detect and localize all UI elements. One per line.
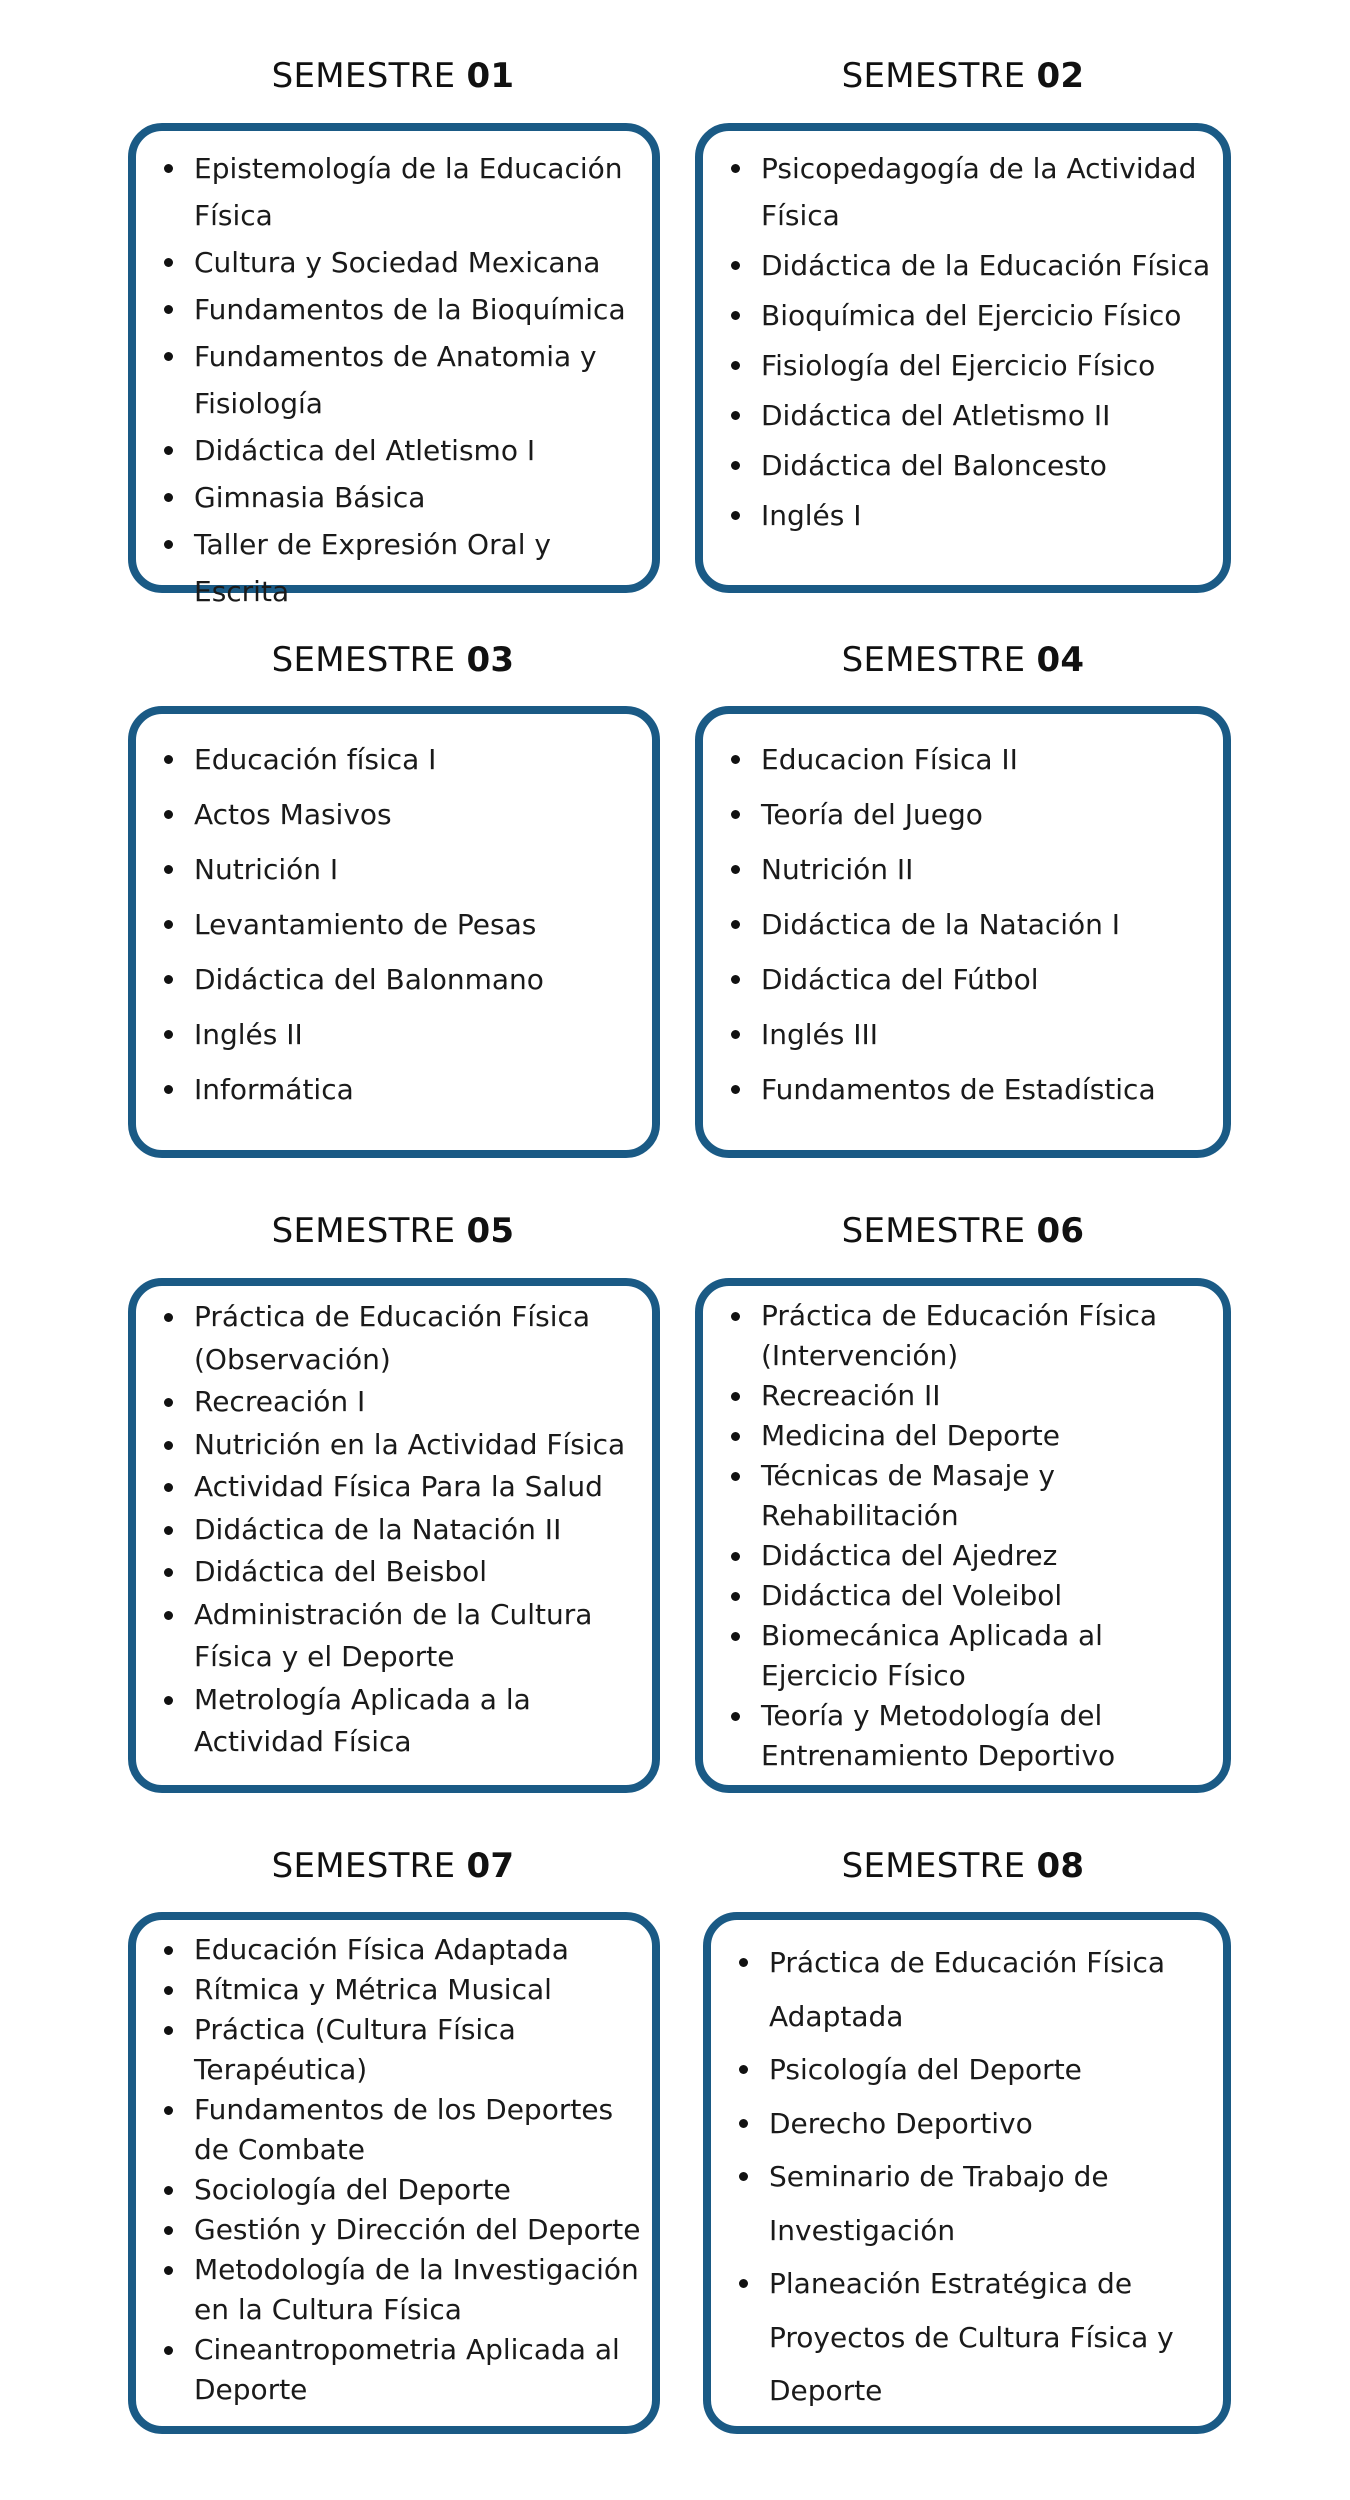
semester-label: SEMESTRE <box>271 56 456 96</box>
semester-06-title <box>698 1211 1228 1251</box>
course-item: Didáctica del Balonmano <box>194 952 652 1007</box>
course-item: Levantamiento de Pesas <box>194 897 652 952</box>
course-item: Recreación II <box>761 1376 1223 1416</box>
course-item: Medicina del Deporte <box>761 1416 1223 1456</box>
course-item: Didáctica del Atletismo I <box>194 427 652 474</box>
semester-02-title <box>698 56 1228 96</box>
course-item: Práctica de Educación Física Adaptada <box>769 1936 1223 2043</box>
semester-number: 04 <box>1036 640 1085 680</box>
course-item: Recreación I <box>194 1381 652 1424</box>
semester-number: 05 <box>466 1211 515 1251</box>
course-item: Psicología del Deporte <box>769 2043 1223 2097</box>
semester-number: 01 <box>466 56 515 96</box>
semester-label: SEMESTRE <box>841 1211 1026 1251</box>
semester-07-course-list <box>136 1920 652 2410</box>
course-item: Fisiología del Ejercicio Físico <box>761 342 1223 389</box>
course-item: Actos Masivos <box>194 787 652 842</box>
semester-07-box <box>128 1912 660 2434</box>
semester-06-course-list <box>703 1286 1223 1776</box>
semester-04-box <box>695 706 1231 1158</box>
course-item: Didáctica del Baloncesto <box>761 442 1223 489</box>
course-item: Fundamentos de Estadística <box>761 1062 1223 1117</box>
course-item: Planeación Estratégica de Proyectos de Cultura Física y Deporte <box>769 2257 1223 2418</box>
course-item: Didáctica de la Natación II <box>194 1509 652 1552</box>
semester-01-title <box>128 56 658 96</box>
course-item: Inglés III <box>761 1007 1223 1062</box>
course-item: Taller de Expresión Oral y Escrita <box>194 521 652 615</box>
semester-03-box <box>128 706 660 1158</box>
semester-label: SEMESTRE <box>271 1846 456 1886</box>
semester-number: 02 <box>1036 56 1085 96</box>
course-item: Educacion Física II <box>761 732 1223 787</box>
course-item: Rítmica y Métrica Musical <box>194 1970 652 2010</box>
course-item: Derecho Deportivo <box>769 2097 1223 2151</box>
semester-label: SEMESTRE <box>271 1211 456 1251</box>
semester-05-course-list <box>136 1286 652 1764</box>
course-item: Didáctica del Beisbol <box>194 1551 652 1594</box>
course-item: Bioquímica del Ejercicio Físico <box>761 292 1223 339</box>
course-item: Didáctica de la Natación I <box>761 897 1223 952</box>
course-item: Fundamentos de los Deportes de Combate <box>194 2090 652 2170</box>
course-item: Práctica de Educación Física (Observación) <box>194 1296 652 1381</box>
semester-04-title <box>698 640 1228 680</box>
course-item: Epistemología de la Educación Física <box>194 145 652 239</box>
course-item: Gimnasia Básica <box>194 474 652 521</box>
course-item: Inglés II <box>194 1007 652 1062</box>
semester-02-box <box>695 123 1231 593</box>
course-item: Gestión y Dirección del Deporte <box>194 2210 652 2250</box>
semester-05-title <box>128 1211 658 1251</box>
semester-03-title <box>128 640 658 680</box>
semester-08-title <box>698 1846 1228 1886</box>
course-item: Cineantropometria Aplicada al Deporte <box>194 2330 652 2410</box>
course-item: Nutrición II <box>761 842 1223 897</box>
course-item: Sociología del Deporte <box>194 2170 652 2210</box>
semester-06-box <box>695 1278 1231 1793</box>
semester-02-course-list <box>703 131 1223 539</box>
semester-number: 08 <box>1036 1846 1085 1886</box>
semester-label: SEMESTRE <box>841 640 1026 680</box>
semester-label: SEMESTRE <box>841 1846 1026 1886</box>
semester-04-course-list <box>703 714 1223 1117</box>
semester-label: SEMESTRE <box>271 640 456 680</box>
course-item: Psicopedagogía de la Actividad Física <box>761 145 1223 239</box>
course-item: Actividad Física Para la Salud <box>194 1466 652 1509</box>
course-item: Cultura y Sociedad Mexicana <box>194 239 652 286</box>
course-item: Informática <box>194 1062 652 1117</box>
course-item: Didáctica del Fútbol <box>761 952 1223 1007</box>
course-item: Teoría del Juego <box>761 787 1223 842</box>
course-item: Didáctica del Ajedrez <box>761 1536 1223 1576</box>
course-item: Fundamentos de la Bioquímica <box>194 286 652 333</box>
course-item: Didáctica del Atletismo II <box>761 392 1223 439</box>
course-item: Seminario de Trabajo de Investigación <box>769 2150 1223 2257</box>
semester-number: 03 <box>466 640 515 680</box>
semester-08-course-list <box>711 1920 1223 2418</box>
course-item: Teoría y Metodología del Entrenamiento Deportivo <box>761 1696 1223 1776</box>
semester-01-box <box>128 123 660 608</box>
semester-number: 07 <box>466 1846 515 1886</box>
course-item: Técnicas de Masaje y Rehabilitación <box>761 1456 1223 1536</box>
course-item: Fundamentos de Anatomia y Fisiología <box>194 333 652 427</box>
course-item: Educación física I <box>194 732 652 787</box>
semester-label: SEMESTRE <box>841 56 1026 96</box>
course-item: Educación Física Adaptada <box>194 1930 652 1970</box>
course-item: Inglés I <box>761 492 1223 539</box>
course-item: Práctica (Cultura Física Terapéutica) <box>194 2010 652 2090</box>
course-item: Metrología Aplicada a la Actividad Física <box>194 1679 652 1764</box>
semester-01-course-list <box>136 131 652 615</box>
course-item: Administración de la Cultura Física y el Deporte <box>194 1594 652 1679</box>
semester-05-box <box>128 1278 660 1793</box>
semester-number: 06 <box>1036 1211 1085 1251</box>
course-item: Nutrición I <box>194 842 652 897</box>
course-item: Práctica de Educación Física (Intervención) <box>761 1296 1223 1376</box>
course-item: Biomecánica Aplicada al Ejercicio Físico <box>761 1616 1223 1696</box>
semester-07-title <box>128 1846 658 1886</box>
semester-03-course-list <box>136 714 652 1117</box>
course-item: Metodología de la Investigación en la Cultura Física <box>194 2250 652 2330</box>
course-item: Nutrición en la Actividad Física <box>194 1424 652 1467</box>
semester-08-box <box>703 1912 1231 2434</box>
course-item: Didáctica de la Educación Física <box>761 242 1223 289</box>
course-item: Didáctica del Voleibol <box>761 1576 1223 1616</box>
